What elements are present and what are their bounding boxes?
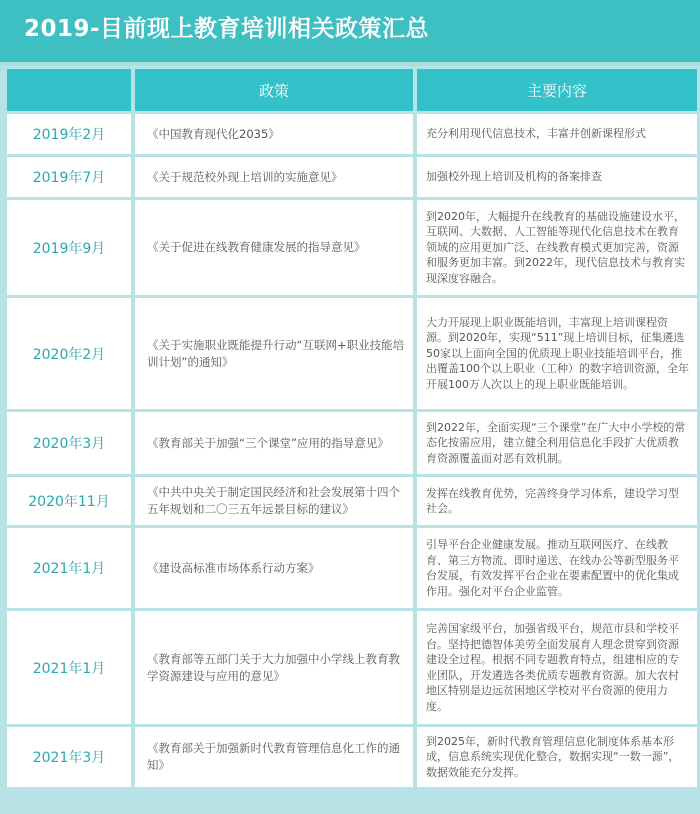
table-header-row [7,69,697,111]
table-row [7,298,697,409]
row-date: 2019年7月 [7,157,131,197]
row-content: 引导平台企业健康发展。推动互联网医疗、在线教育、第三方物流、即时递送、在线办公等新型服务平台发展，有效发挥平台企业在要素配置中的优化集成作用。强化对平台企业监管。 [417,528,697,608]
row-policy: 《中国教育现代化2035》 [135,114,413,154]
row-content: 发挥在线教育优势，完善终身学习体系，建设学习型社会。 [417,477,697,525]
row-date: 2019年2月 [7,114,131,154]
table-row [7,528,697,608]
row-content: 到2025年，新时代教育管理信息化制度体系基本形成，信息系统实现优化整合，数据实现“一数一源”，数据效能充分发挥。 [417,727,697,787]
row-date: 2020年11月 [7,477,131,525]
row-date: 2021年3月 [7,727,131,787]
row-policy: 《教育部关于加强新时代教育管理信息化工作的通知》 [135,727,413,787]
row-policy: 《建设高标准市场体系行动方案》 [135,528,413,608]
row-date: 2020年2月 [7,298,131,409]
page-title: 2019-目前现上教育培训相关政策汇总 [0,0,700,62]
row-content: 大力开展现上职业既能培训，丰富现上培训课程资源。到2020年，实现“511”现上培训目标，征集遴选50家以上面向全国的优质现上职业技能培训平台，推出覆盖100个以上职业（工种）的数字培训资源，全年开展100万人次以上的现上职业既能培训。 [417,298,697,409]
table-row [7,157,697,197]
row-policy: 《关于促进在线教育健康发展的指导意见》 [135,200,413,295]
table-row [7,114,697,154]
row-content: 完善国家级平台，加强省级平台，规范市县和学校平台。坚持把德智体美劳全面发展育人理念贯穿到资源建设全过程。根据不同专题教育特点，组建相应的专业团队，开发遴选各类优质专题教育资源。加大农村地区特别是边远贫困地区学校对平台资源的使用力度。 [417,611,697,724]
row-content: 到2022年，全面实现“三个课堂”在广大中小学校的常态化按需应用，建立健全利用信息化手段扩大优质教育资源覆盖面对恶有效机制。 [417,412,697,474]
row-policy: 《关于规范校外现上培训的实施意见》 [135,157,413,197]
row-content: 充分利用现代信息技术，丰富并创新课程形式 [417,114,697,154]
header-date [7,69,131,111]
row-policy: 《中共中央关于制定国民经济和社会发展第十四个五年规划和二〇三五年远景目标的建议》 [135,477,413,525]
table-row [7,412,697,474]
row-date: 2021年1月 [7,611,131,724]
row-content: 到2020年，大幅提升在线教育的基础设施建设水平，互联网、大数据、人工智能等现代化信息技术在教育领域的应用更加广泛、在线教育模式更加完善，资源和服务更加丰富。到2022年，现代信息技术与教育实现深度容融合。 [417,200,697,295]
policy-table [3,66,700,790]
row-date: 2020年3月 [7,412,131,474]
row-content: 加强校外现上培训及机构的备案排查 [417,157,697,197]
row-date: 2019年9月 [7,200,131,295]
table-row [7,611,697,724]
table-row [7,727,697,787]
row-date: 2021年1月 [7,528,131,608]
policy-table-frame [0,66,700,814]
header-content: 主要内容 [417,69,697,111]
table-row [7,477,697,525]
row-policy: 《教育部关于加强“三个课堂”应用的指导意见》 [135,412,413,474]
row-policy: 《关于实施职业既能提升行动“互联网+职业技能培训计划”的通知》 [135,298,413,409]
row-policy: 《教育部等五部门关于大力加强中小学线上教育教学资源建设与应用的意见》 [135,611,413,724]
header-policy: 政策 [135,69,413,111]
table-row [7,200,697,295]
